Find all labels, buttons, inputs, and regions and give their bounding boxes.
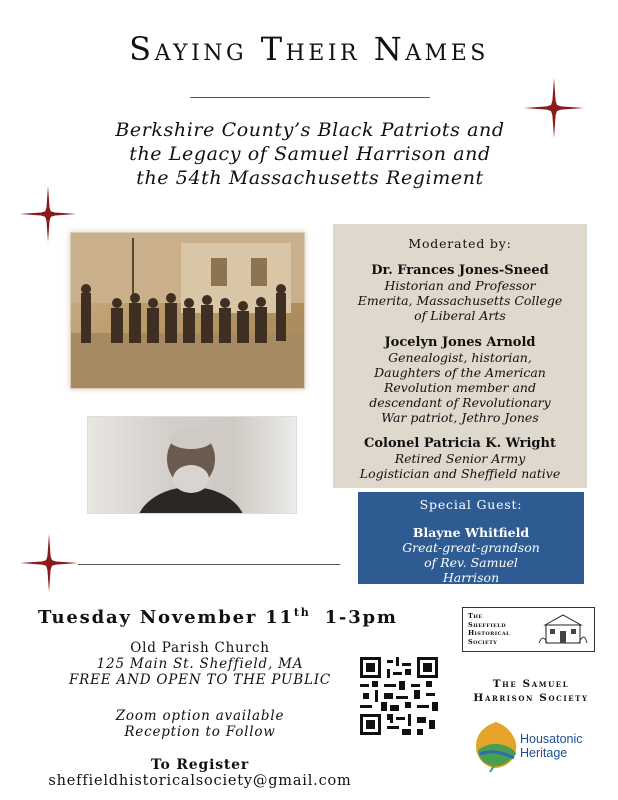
title-divider [190,97,430,98]
sheffield-historical-society-logo [462,607,595,652]
samuel-harrison-portrait [87,416,297,514]
housatonic-heritage-leaf-icon [472,720,520,772]
special-guest-heading: Special Guest: [419,497,523,512]
moderator-1 [333,263,587,323]
venue-name: Old Parish Church [130,640,270,656]
star-ornament-lower-left [18,532,80,594]
page-title: Saying Their Names [129,30,489,68]
moderator-1-role-line-2: Emerita, Massachusetts College [357,293,563,308]
special-guest-name: Blayne Whitfield [412,525,530,540]
moderator-2-role-line-2: Daughters of the American [374,365,546,380]
register-email[interactable]: sheffieldhistoricalsociety@gmail.com [48,773,352,789]
qr-code[interactable] [360,657,438,735]
moderator-3 [333,436,587,481]
special-guest-role-line-2: of Rev. Samuel [424,555,518,570]
special-guest-role-line-1: Great-great-grandson [402,540,540,555]
subtitle-line-3: the 54th Massachusetts Regiment [136,167,484,189]
samuel-line-1: The Samuel [492,678,570,690]
moderator-2-role-line-5: War patriot, Jethro Jones [381,410,539,425]
star-ornament-left [18,184,78,244]
shs-line-3: Historical [468,629,511,637]
shs-line-4: Society [468,637,498,646]
moderator-1-name: Dr. Frances Jones-Sneed [371,263,549,278]
special-guest-panel [358,492,584,584]
regiment-photo [70,232,305,389]
samuel-line-2: Harrison Society [473,692,589,704]
moderator-3-role-line-1: Retired Senior Army [394,451,526,466]
moderator-1-role-line-3: of Liberal Arts [414,308,506,323]
moderators-panel [333,224,587,488]
special-guest-role-line-3: Harrison [442,570,500,585]
moderator-1-role-line-1: Historian and Professor [384,278,536,293]
moderator-2-role-line-1: Genealogist, historian, [388,350,532,365]
housatonic-line-2: Heritage [520,746,568,760]
register-heading: To Register [150,757,250,773]
housatonic-line-1: Housatonic [520,732,583,746]
event-time: 1-3pm [324,607,398,628]
house-icon [537,613,589,646]
subtitle [60,118,560,190]
moderator-2-role-line-4: descendant of Revolutionary [369,395,551,410]
event-date-suffix: th [293,606,311,619]
housatonic-heritage-text [520,732,583,760]
lower-divider [78,564,340,565]
admission-note: FREE AND OPEN TO THE PUBLIC [69,672,331,688]
moderator-3-name: Colonel Patricia K. Wright [364,436,556,451]
zoom-option: Zoom option available [115,708,285,724]
moderator-3-role-line-2: Logistician and Sheffield native [359,466,561,481]
zoom-block [40,708,360,740]
moderator-2-name: Jocelyn Jones Arnold [384,335,536,350]
event-date [38,606,398,628]
register-block [30,757,370,789]
subtitle-line-2: the Legacy of Samuel Harrison and [129,143,491,165]
reception-note: Reception to Follow [124,724,276,740]
moderators-heading: Moderated by: [408,236,512,251]
moderator-2 [333,335,587,425]
venue-address: 125 Main St. Sheffield, MA [96,656,304,672]
moderator-2-role-line-3: Revolution member and [384,380,536,395]
shs-line-1: The [468,612,483,620]
special-guest-details [358,525,584,585]
subtitle-line-1: Berkshire County’s Black Patriots and [115,119,505,141]
samuel-harrison-society-logo [456,677,606,705]
event-date-text: Tuesday November 11 [38,607,294,628]
shs-line-2: Sheffield [468,620,506,629]
venue-block [40,640,360,688]
